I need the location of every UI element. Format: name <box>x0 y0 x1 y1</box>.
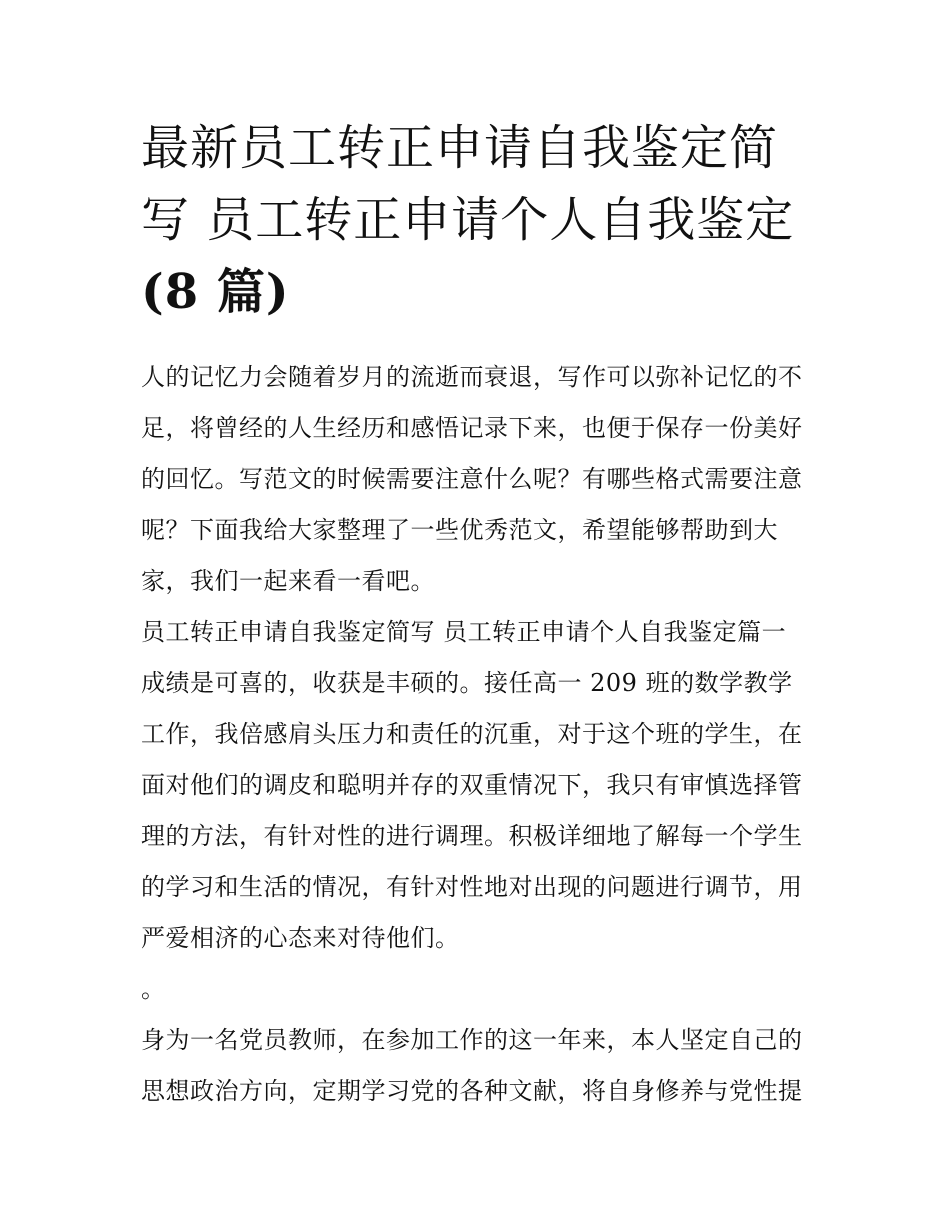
document-title <box>141 112 821 328</box>
document-body <box>141 352 816 1117</box>
title-suffix: (8 篇) <box>141 264 290 320</box>
body-paragraph: 身为一名党员教师，在参加工作的这一年来，本人坚定自己的思想政治方向，定期学习党的各种文献，将自身修养与党性提 <box>141 1026 803 1105</box>
body-paragraph: 成绩是可喜的，收获是丰硕的。接任高一 209 班的数学教学工作，我倍感肩头压力和责任的沉重，对于这个班的学生，在面对他们的调皮和聪明并存的双重情况下，我只有审慎选择管理的方法，有针对性的进行调理。积极详细地了解每一个学生的学习和生活的情况，有针对性地对出现的问题进行调节，用严爱相济的心态来对待他们。 <box>141 669 803 952</box>
section-heading: 员工转正申请自我鉴定简写 员工转正申请个人自我鉴定篇一 <box>141 618 787 646</box>
stray-period-line: 。 <box>141 975 166 1003</box>
intro-paragraph: 人的记忆力会随着岁月的流逝而衰退，写作可以弥补记忆的不足，将曾经的人生经历和感悟记录下来，也便于保存一份美好的回忆。写范文的时候需要注意什么呢？有哪些格式需要注意呢？下面我给大家整理了一些优秀范文，希望能够帮助到大家，我们一起来看一看吧。 <box>141 363 803 595</box>
title-main: 最新员工转正申请自我鉴定简写 员工转正申请个人自我鉴定 <box>141 120 795 248</box>
